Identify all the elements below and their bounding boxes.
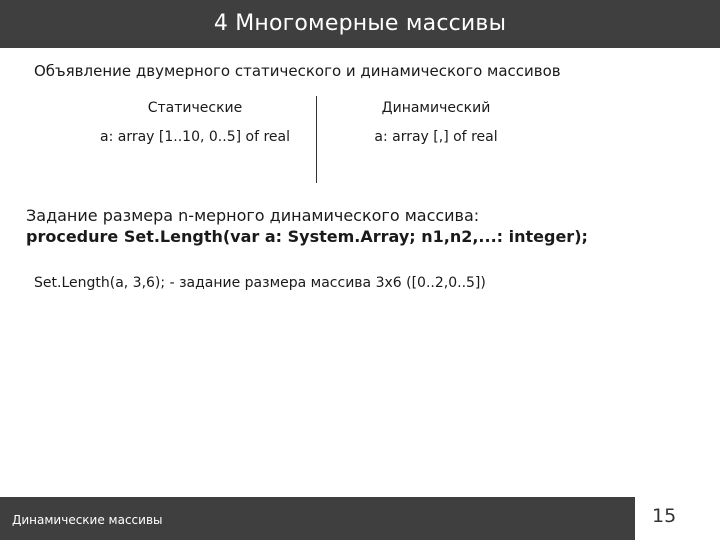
dynamic-array-column [326,100,546,145]
title-bar [0,0,720,48]
static-array-code: a: array [1..10, 0..5] of real [100,129,290,145]
setlength-description-text: Задание размера n-мерного динамического массива: [26,206,480,225]
page-number: 15 [652,505,677,527]
dynamic-array-heading: Динамический [381,100,491,116]
column-divider [316,96,317,183]
static-array-heading: Статические [147,100,243,116]
setlength-example: Set.Length(a, 3,6); - задание размера массива 3х6 ([0..2,0..5]) [34,275,486,291]
footer-label: Динамические массивы [12,513,163,527]
setlength-description [26,205,588,247]
static-array-column [80,100,310,145]
slide-title: 4 Многомерные массивы [213,10,507,36]
setlength-signature: procedure Set.Length(var a: System.Array; n1,n2,...: integer); [26,227,588,246]
footer-bar [0,497,635,540]
dynamic-array-code: a: array [,] of real [374,129,498,145]
slide-subtitle: Объявление двумерного статического и динамического массивов [34,62,561,80]
